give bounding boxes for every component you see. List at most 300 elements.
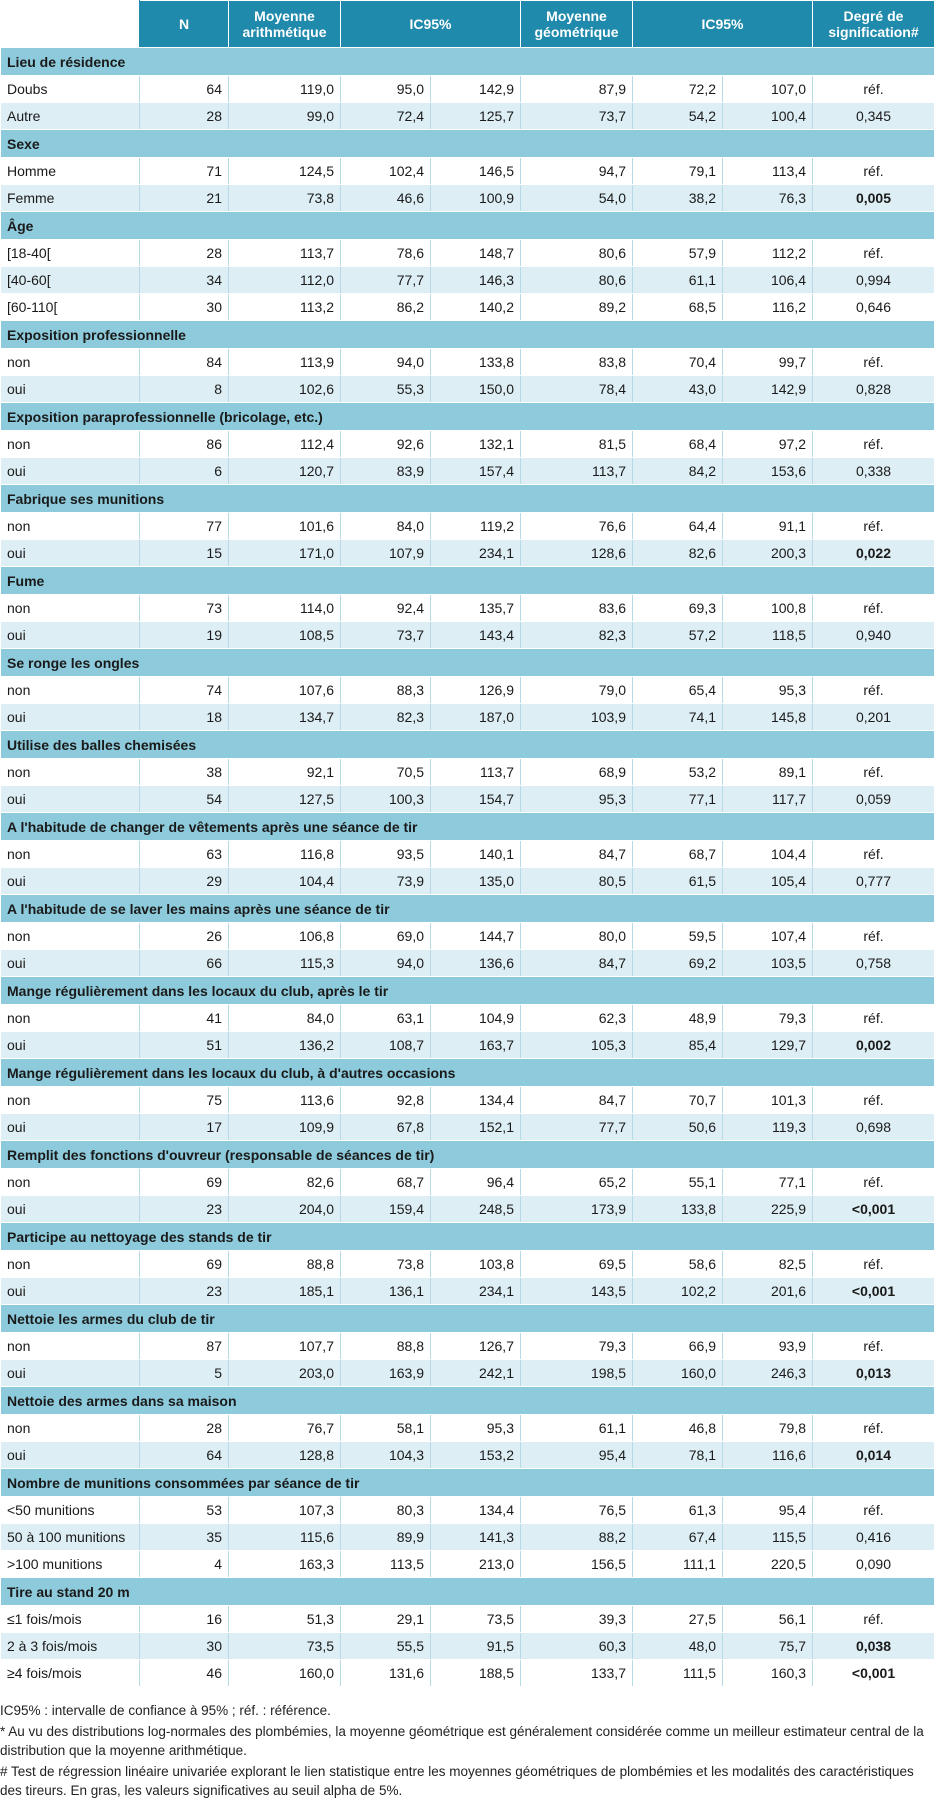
cell-ic95-arith-high: 125,7 (431, 103, 521, 130)
cell-significance: réf. (813, 240, 934, 267)
cell-label: non (1, 595, 140, 622)
cell-ic95-arith-high: 242,1 (431, 1360, 521, 1387)
cell-n: 34 (140, 267, 229, 294)
cell-arithmetic-mean: 171,0 (229, 540, 341, 567)
cell-arithmetic-mean: 113,7 (229, 240, 341, 267)
cell-significance: 0,416 (813, 1524, 934, 1551)
cell-significance: réf. (813, 1087, 934, 1114)
cell-ic95-geo-high: 100,4 (723, 103, 813, 130)
cell-arithmetic-mean: 76,7 (229, 1415, 341, 1442)
cell-geometric-mean: 73,7 (521, 103, 633, 130)
cell-ic95-arith-high: 133,8 (431, 349, 521, 376)
cell-n: 30 (140, 294, 229, 321)
cell-n: 53 (140, 1497, 229, 1524)
cell-ic95-geo-low: 46,8 (633, 1415, 723, 1442)
cell-label: oui (1, 950, 140, 977)
cell-ic95-arith-high: 146,5 (431, 158, 521, 185)
cell-geometric-mean: 133,7 (521, 1660, 633, 1687)
cell-label: Doubs (1, 76, 140, 103)
cell-label: oui (1, 1278, 140, 1305)
table-row (1, 1169, 934, 1196)
cell-ic95-geo-high: 106,4 (723, 267, 813, 294)
cell-ic95-geo-low: 48,0 (633, 1633, 723, 1660)
section-header-row (1, 48, 934, 76)
cell-significance: 0,059 (813, 786, 934, 813)
cell-ic95-arith-high: 152,1 (431, 1114, 521, 1141)
cell-ic95-geo-low: 61,5 (633, 868, 723, 895)
section-header-row (1, 977, 934, 1005)
cell-ic95-arith-low: 88,3 (341, 677, 431, 704)
table-row (1, 458, 934, 485)
section-header-row (1, 1141, 934, 1169)
cell-ic95-geo-low: 61,3 (633, 1497, 723, 1524)
cell-geometric-mean: 54,0 (521, 185, 633, 212)
cell-arithmetic-mean: 128,8 (229, 1442, 341, 1469)
cell-geometric-mean: 79,0 (521, 677, 633, 704)
section-title: Nombre de munitions consommées par séance de tir (1, 1469, 934, 1497)
cell-ic95-geo-high: 129,7 (723, 1032, 813, 1059)
cell-ic95-geo-high: 246,3 (723, 1360, 813, 1387)
cell-ic95-arith-low: 55,5 (341, 1633, 431, 1660)
cell-arithmetic-mean: 112,4 (229, 431, 341, 458)
cell-significance: 0,777 (813, 868, 934, 895)
table-row (1, 1497, 934, 1524)
cell-geometric-mean: 68,9 (521, 759, 633, 786)
cell-n: 8 (140, 376, 229, 403)
cell-ic95-geo-low: 133,8 (633, 1196, 723, 1223)
cell-n: 35 (140, 1524, 229, 1551)
table-row (1, 1251, 934, 1278)
cell-ic95-geo-high: 116,6 (723, 1442, 813, 1469)
table-row (1, 759, 934, 786)
cell-n: 5 (140, 1360, 229, 1387)
cell-geometric-mean: 95,3 (521, 786, 633, 813)
cell-n: 63 (140, 841, 229, 868)
cell-label: oui (1, 1442, 140, 1469)
cell-ic95-geo-low: 55,1 (633, 1169, 723, 1196)
cell-geometric-mean: 87,9 (521, 76, 633, 103)
cell-ic95-arith-high: 100,9 (431, 185, 521, 212)
cell-n: 69 (140, 1251, 229, 1278)
section-header-row (1, 649, 934, 677)
cell-label: non (1, 759, 140, 786)
cell-ic95-geo-low: 85,4 (633, 1032, 723, 1059)
table-row (1, 677, 934, 704)
cell-ic95-geo-low: 57,9 (633, 240, 723, 267)
cell-ic95-geo-high: 107,0 (723, 76, 813, 103)
cell-n: 73 (140, 595, 229, 622)
cell-arithmetic-mean: 109,9 (229, 1114, 341, 1141)
section-title: Nettoie les armes du club de tir (1, 1305, 934, 1333)
table-row (1, 950, 934, 977)
table-row (1, 622, 934, 649)
cell-ic95-arith-low: 92,8 (341, 1087, 431, 1114)
cell-geometric-mean: 80,6 (521, 240, 633, 267)
cell-geometric-mean: 76,5 (521, 1497, 633, 1524)
cell-n: 19 (140, 622, 229, 649)
cell-ic95-arith-low: 70,5 (341, 759, 431, 786)
header-arithmetic-mean: Moyenne arithmétique (229, 1, 341, 48)
table-row (1, 240, 934, 267)
section-header-row (1, 212, 934, 240)
cell-ic95-arith-high: 95,3 (431, 1415, 521, 1442)
cell-significance: réf. (813, 841, 934, 868)
section-header-row (1, 1059, 934, 1087)
cell-label: ≤1 fois/mois (1, 1606, 140, 1633)
cell-significance: réf. (813, 759, 934, 786)
section-header-row (1, 485, 934, 513)
cell-ic95-arith-low: 80,3 (341, 1497, 431, 1524)
table-row (1, 1114, 934, 1141)
cell-label: non (1, 431, 140, 458)
cell-n: 16 (140, 1606, 229, 1633)
cell-ic95-geo-high: 75,7 (723, 1633, 813, 1660)
cell-geometric-mean: 105,3 (521, 1032, 633, 1059)
cell-ic95-arith-low: 88,8 (341, 1333, 431, 1360)
section-title: A l'habitude de se laver les mains après une séance de tir (1, 895, 934, 923)
cell-arithmetic-mean: 104,4 (229, 868, 341, 895)
header-ic95-geometric: IC95% (633, 1, 813, 48)
cell-significance: réf. (813, 1606, 934, 1633)
cell-significance: 0,940 (813, 622, 934, 649)
cell-arithmetic-mean: 112,0 (229, 267, 341, 294)
cell-n: 46 (140, 1660, 229, 1687)
cell-ic95-arith-high: 213,0 (431, 1551, 521, 1578)
cell-ic95-geo-high: 79,8 (723, 1415, 813, 1442)
cell-ic95-arith-low: 78,6 (341, 240, 431, 267)
cell-arithmetic-mean: 160,0 (229, 1660, 341, 1687)
cell-ic95-geo-low: 68,5 (633, 294, 723, 321)
cell-arithmetic-mean: 114,0 (229, 595, 341, 622)
section-title: Exposition paraprofessionnelle (bricolage, etc.) (1, 403, 934, 431)
cell-ic95-geo-low: 58,6 (633, 1251, 723, 1278)
cell-ic95-arith-low: 77,7 (341, 267, 431, 294)
cell-label: ≥4 fois/mois (1, 1660, 140, 1687)
cell-ic95-geo-high: 116,2 (723, 294, 813, 321)
cell-arithmetic-mean: 113,2 (229, 294, 341, 321)
cell-ic95-arith-low: 73,7 (341, 622, 431, 649)
table-row (1, 158, 934, 185)
cell-geometric-mean: 61,1 (521, 1415, 633, 1442)
cell-geometric-mean: 89,2 (521, 294, 633, 321)
cell-ic95-arith-low: 107,9 (341, 540, 431, 567)
cell-ic95-arith-low: 131,6 (341, 1660, 431, 1687)
cell-ic95-arith-high: 157,4 (431, 458, 521, 485)
cell-n: 6 (140, 458, 229, 485)
cell-n: 28 (140, 240, 229, 267)
cell-geometric-mean: 128,6 (521, 540, 633, 567)
cell-significance: réf. (813, 1005, 934, 1032)
table-row (1, 1196, 934, 1223)
cell-ic95-arith-high: 140,1 (431, 841, 521, 868)
cell-ic95-arith-low: 104,3 (341, 1442, 431, 1469)
table-row (1, 1524, 934, 1551)
cell-n: 71 (140, 158, 229, 185)
cell-ic95-arith-low: 69,0 (341, 923, 431, 950)
cell-label: oui (1, 868, 140, 895)
cell-geometric-mean: 156,5 (521, 1551, 633, 1578)
cell-ic95-geo-low: 48,9 (633, 1005, 723, 1032)
header-ic95-arithmetic: IC95% (341, 1, 521, 48)
table-row (1, 704, 934, 731)
section-header-row (1, 731, 934, 759)
cell-arithmetic-mean: 136,2 (229, 1032, 341, 1059)
cell-geometric-mean: 65,2 (521, 1169, 633, 1196)
section-header-row (1, 895, 934, 923)
cell-arithmetic-mean: 106,8 (229, 923, 341, 950)
cell-arithmetic-mean: 73,8 (229, 185, 341, 212)
cell-ic95-arith-low: 67,8 (341, 1114, 431, 1141)
cell-label: oui (1, 540, 140, 567)
cell-geometric-mean: 113,7 (521, 458, 633, 485)
cell-ic95-geo-high: 97,2 (723, 431, 813, 458)
cell-ic95-geo-high: 89,1 (723, 759, 813, 786)
table-row (1, 841, 934, 868)
cell-label: oui (1, 458, 140, 485)
cell-ic95-arith-low: 95,0 (341, 76, 431, 103)
cell-ic95-arith-low: 58,1 (341, 1415, 431, 1442)
cell-geometric-mean: 80,6 (521, 267, 633, 294)
cell-ic95-arith-high: 134,4 (431, 1087, 521, 1114)
cell-ic95-geo-low: 65,4 (633, 677, 723, 704)
section-title: A l'habitude de changer de vêtements après une séance de tir (1, 813, 934, 841)
table-row (1, 923, 934, 950)
header-n: N (140, 1, 229, 48)
cell-label: oui (1, 1032, 140, 1059)
cell-ic95-arith-high: 134,4 (431, 1497, 521, 1524)
cell-ic95-arith-high: 103,8 (431, 1251, 521, 1278)
cell-ic95-arith-high: 126,7 (431, 1333, 521, 1360)
cell-arithmetic-mean: 115,3 (229, 950, 341, 977)
cell-arithmetic-mean: 119,0 (229, 76, 341, 103)
cell-ic95-arith-low: 72,4 (341, 103, 431, 130)
cell-ic95-geo-high: 118,5 (723, 622, 813, 649)
cell-n: 64 (140, 76, 229, 103)
cell-ic95-arith-low: 86,2 (341, 294, 431, 321)
cell-ic95-arith-high: 163,7 (431, 1032, 521, 1059)
cell-geometric-mean: 88,2 (521, 1524, 633, 1551)
table-row (1, 185, 934, 212)
cell-significance: 0,005 (813, 185, 934, 212)
section-header-row (1, 403, 934, 431)
cell-arithmetic-mean: 51,3 (229, 1606, 341, 1633)
cell-ic95-geo-high: 95,4 (723, 1497, 813, 1524)
cell-arithmetic-mean: 204,0 (229, 1196, 341, 1223)
cell-significance: réf. (813, 1415, 934, 1442)
cell-ic95-geo-high: 95,3 (723, 677, 813, 704)
cell-significance: réf. (813, 1333, 934, 1360)
table-row (1, 294, 934, 321)
cell-label: oui (1, 376, 140, 403)
cell-ic95-arith-high: 135,0 (431, 868, 521, 895)
cell-geometric-mean: 80,5 (521, 868, 633, 895)
section-header-row (1, 1305, 934, 1333)
section-header-row (1, 567, 934, 595)
cell-geometric-mean: 82,3 (521, 622, 633, 649)
cell-ic95-geo-high: 105,4 (723, 868, 813, 895)
section-title: Remplit des fonctions d'ouvreur (responsable de séances de tir) (1, 1141, 934, 1169)
table-row (1, 513, 934, 540)
cell-arithmetic-mean: 124,5 (229, 158, 341, 185)
cell-ic95-arith-high: 154,7 (431, 786, 521, 813)
cell-significance: 0,338 (813, 458, 934, 485)
cell-n: 26 (140, 923, 229, 950)
cell-ic95-geo-high: 142,9 (723, 376, 813, 403)
cell-n: 30 (140, 1633, 229, 1660)
table-body (1, 48, 934, 1687)
cell-significance: 0,014 (813, 1442, 934, 1469)
table-row (1, 1005, 934, 1032)
cell-ic95-arith-high: 141,3 (431, 1524, 521, 1551)
note-abbreviations: IC95% : intervalle de confiance à 95% ; réf. : référence. (0, 1701, 934, 1720)
table-row (1, 595, 934, 622)
cell-label: non (1, 1251, 140, 1278)
cell-label: non (1, 1333, 140, 1360)
cell-ic95-geo-low: 78,1 (633, 1442, 723, 1469)
cell-label: non (1, 923, 140, 950)
cell-ic95-arith-high: 73,5 (431, 1606, 521, 1633)
cell-ic95-geo-high: 107,4 (723, 923, 813, 950)
cell-arithmetic-mean: 134,7 (229, 704, 341, 731)
cell-label: Femme (1, 185, 140, 212)
cell-ic95-arith-high: 96,4 (431, 1169, 521, 1196)
note-geometric-mean: * Au vu des distributions log-normales des plombémies, la moyenne géométrique est généralement considérée comme un meilleur estimateur central de la distribution que la moyenne arithmétique. (0, 1722, 934, 1760)
cell-ic95-geo-high: 79,3 (723, 1005, 813, 1032)
cell-n: 84 (140, 349, 229, 376)
cell-ic95-geo-high: 115,5 (723, 1524, 813, 1551)
cell-arithmetic-mean: 113,6 (229, 1087, 341, 1114)
cell-significance: <0,001 (813, 1660, 934, 1687)
section-title: Utilise des balles chemisées (1, 731, 934, 759)
cell-geometric-mean: 60,3 (521, 1633, 633, 1660)
cell-ic95-geo-low: 57,2 (633, 622, 723, 649)
cell-ic95-geo-high: 160,3 (723, 1660, 813, 1687)
cell-significance: réf. (813, 513, 934, 540)
table-row (1, 1442, 934, 1469)
cell-ic95-arith-high: 104,9 (431, 1005, 521, 1032)
cell-ic95-geo-high: 117,7 (723, 786, 813, 813)
cell-ic95-geo-high: 93,9 (723, 1333, 813, 1360)
cell-ic95-geo-low: 67,4 (633, 1524, 723, 1551)
cell-ic95-arith-high: 248,5 (431, 1196, 521, 1223)
cell-label: Autre (1, 103, 140, 130)
cell-ic95-arith-low: 68,7 (341, 1169, 431, 1196)
cell-ic95-arith-low: 29,1 (341, 1606, 431, 1633)
cell-significance: 0,022 (813, 540, 934, 567)
cell-label: <50 munitions (1, 1497, 140, 1524)
cell-ic95-arith-low: 83,9 (341, 458, 431, 485)
cell-significance: réf. (813, 1169, 934, 1196)
header-blank-cell (1, 1, 140, 48)
cell-arithmetic-mean: 102,6 (229, 376, 341, 403)
table-row (1, 1087, 934, 1114)
cell-significance: 0,994 (813, 267, 934, 294)
cell-label: >100 munitions (1, 1551, 140, 1578)
cell-ic95-geo-low: 77,1 (633, 786, 723, 813)
cell-label: non (1, 349, 140, 376)
cell-ic95-arith-low: 92,4 (341, 595, 431, 622)
cell-ic95-arith-low: 113,5 (341, 1551, 431, 1578)
cell-geometric-mean: 76,6 (521, 513, 633, 540)
cell-ic95-arith-low: 163,9 (341, 1360, 431, 1387)
cell-geometric-mean: 84,7 (521, 950, 633, 977)
cell-arithmetic-mean: 127,5 (229, 786, 341, 813)
cell-ic95-geo-high: 103,5 (723, 950, 813, 977)
table-row (1, 349, 934, 376)
cell-n: 54 (140, 786, 229, 813)
cell-ic95-geo-high: 104,4 (723, 841, 813, 868)
cell-geometric-mean: 103,9 (521, 704, 633, 731)
cell-ic95-geo-low: 61,1 (633, 267, 723, 294)
cell-n: 75 (140, 1087, 229, 1114)
cell-n: 66 (140, 950, 229, 977)
cell-n: 86 (140, 431, 229, 458)
cell-significance: 0,646 (813, 294, 934, 321)
cell-geometric-mean: 198,5 (521, 1360, 633, 1387)
cell-ic95-geo-high: 100,8 (723, 595, 813, 622)
cell-ic95-arith-high: 119,2 (431, 513, 521, 540)
cell-geometric-mean: 39,3 (521, 1606, 633, 1633)
cell-n: 28 (140, 1415, 229, 1442)
cell-geometric-mean: 62,3 (521, 1005, 633, 1032)
cell-arithmetic-mean: 99,0 (229, 103, 341, 130)
table-row (1, 786, 934, 813)
cell-significance: réf. (813, 1251, 934, 1278)
note-regression-test: # Test de régression linéaire univariée explorant le lien statistique entre les moyennes géométriques de plombémies et les modalités des caractéristiques des tireurs. En gras, les valeurs significatives au seuil alpha de 5%. (0, 1762, 934, 1800)
section-header-row (1, 1223, 934, 1251)
cell-geometric-mean: 94,7 (521, 158, 633, 185)
cell-ic95-arith-high: 153,2 (431, 1442, 521, 1469)
cell-geometric-mean: 84,7 (521, 841, 633, 868)
cell-arithmetic-mean: 92,1 (229, 759, 341, 786)
cell-arithmetic-mean: 163,3 (229, 1551, 341, 1578)
cell-ic95-geo-low: 68,7 (633, 841, 723, 868)
cell-label: non (1, 677, 140, 704)
cell-ic95-arith-low: 73,9 (341, 868, 431, 895)
cell-ic95-arith-high: 140,2 (431, 294, 521, 321)
cell-label: oui (1, 1196, 140, 1223)
cell-ic95-arith-low: 55,3 (341, 376, 431, 403)
section-title: Lieu de résidence (1, 48, 934, 76)
cell-n: 41 (140, 1005, 229, 1032)
cell-ic95-arith-low: 63,1 (341, 1005, 431, 1032)
cell-ic95-arith-high: 126,9 (431, 677, 521, 704)
cell-ic95-geo-high: 119,3 (723, 1114, 813, 1141)
cell-arithmetic-mean: 185,1 (229, 1278, 341, 1305)
cell-n: 23 (140, 1278, 229, 1305)
cell-significance: réf. (813, 431, 934, 458)
cell-significance: 0,038 (813, 1633, 934, 1660)
cell-label: non (1, 1087, 140, 1114)
table-row (1, 1278, 934, 1305)
cell-ic95-geo-low: 70,4 (633, 349, 723, 376)
cell-n: 21 (140, 185, 229, 212)
cell-ic95-arith-high: 91,5 (431, 1633, 521, 1660)
cell-significance: 0,013 (813, 1360, 934, 1387)
cell-ic95-geo-low: 69,3 (633, 595, 723, 622)
cell-ic95-geo-low: 84,2 (633, 458, 723, 485)
cell-geometric-mean: 83,6 (521, 595, 633, 622)
table-notes (0, 1687, 934, 1800)
cell-ic95-geo-high: 112,2 (723, 240, 813, 267)
table-row (1, 431, 934, 458)
table-row (1, 868, 934, 895)
cell-geometric-mean: 78,4 (521, 376, 633, 403)
cell-ic95-arith-high: 142,9 (431, 76, 521, 103)
cell-ic95-geo-low: 50,6 (633, 1114, 723, 1141)
cell-arithmetic-mean: 82,6 (229, 1169, 341, 1196)
cell-ic95-geo-high: 113,4 (723, 158, 813, 185)
